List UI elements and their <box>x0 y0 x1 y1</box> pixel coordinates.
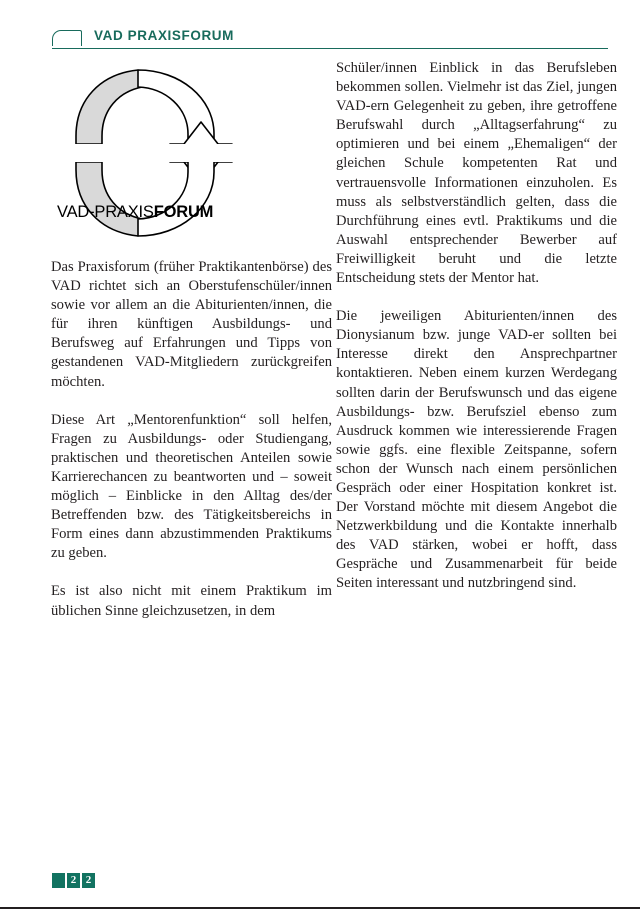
logo-wordmark-bold: FORUM <box>153 203 214 221</box>
rounded-bracket-icon <box>52 30 82 46</box>
paragraph: Diese Art „Mentorenfunktion“ soll helfen, Fragen zu Ausbildungs- oder Studiengang, praktischen und theoretischen Anteilen sowie Karrierechancen zu beantworten und – soweit möglich – Einblicke in den Alltag des/der Betreffenden bzw. des Tätigkeitsbereichs in Form eines dann abzustimmenden Praktikums zu geben. <box>51 411 332 562</box>
vad-praxisforum-logo <box>56 58 256 248</box>
page-number-box <box>52 873 65 888</box>
paragraph: Es ist also nicht mit einem Praktikum im üblichen Sinne gleichzusetzen, in dem <box>51 583 332 619</box>
page-number-footer <box>52 873 95 888</box>
header-divider <box>52 48 608 49</box>
page-number-box: 2 <box>67 873 80 888</box>
body-text-left-column <box>51 258 332 621</box>
page-number-box: 2 <box>82 873 95 888</box>
paragraph: Die jeweiligen Abiturienten/innen des Dionysianum bzw. junge VAD-er sollten bei Interesse direkt den Ansprechpartner kontaktieren. Neben einem kurzen Werdegang sollten darin der Berufswunsch und das eigene Ausbildungs- bzw. Berufsziel ebenso zum Ausdruck kommen wie interessierende Fragen sowie ggfs. eine flexible Zeitspanne, sofern schon der Wunsch nach einem persönlichen Gespräch oder einer Hospitation konkret ist. Der Vorstand möchte mit diesem Angebot die Netzwerkbildung und die Kontakte innerhalb des VAD stärken, wobei er hofft, dass Gespräche und Zusammenarbeit für beide Seiten interessant und nutzbringend sind. <box>336 308 617 592</box>
body-text-right-column <box>336 59 617 594</box>
logo-wordmark <box>57 203 213 222</box>
paragraph: Schüler/innen Einblick in das Berufsleben bekommen sollen. Vielmehr ist das Ziel, jungen VAD-ern Gelegenheit zu geben, ihre getroffene Berufswahl durch „Alltagserfahrung“ zu optimieren und bei einem „Ehemaligen“ der gleichen Schule kompetenten Rat und vertrauensvolle Informationen einzuholen. Es muss als selbstverständlich gelten, dass die Durchführung eines evtl. Praktikums und die Auswahl entsprechender Bewerber auf Freiwilligkeit beruht und die letzte Entscheidung stets der Mentor hat. <box>336 60 617 287</box>
page-header <box>52 28 608 50</box>
paragraph: Das Praxisforum (früher Praktikantenbörse) des VAD richtet sich an Oberstufenschüler/innen sowie vor allem an die Abiturienten/innen, die für ihren künftigen Ausbildungs- und Berufsweg auf Erfahrungen und Tipps von gestandenen VAD-Mitgliedern zurückgreifen möchten. <box>51 259 332 390</box>
logo-wordmark-light: VAD-PRAXIS <box>57 203 154 221</box>
page-title: VAD PRAXISFORUM <box>94 28 235 43</box>
